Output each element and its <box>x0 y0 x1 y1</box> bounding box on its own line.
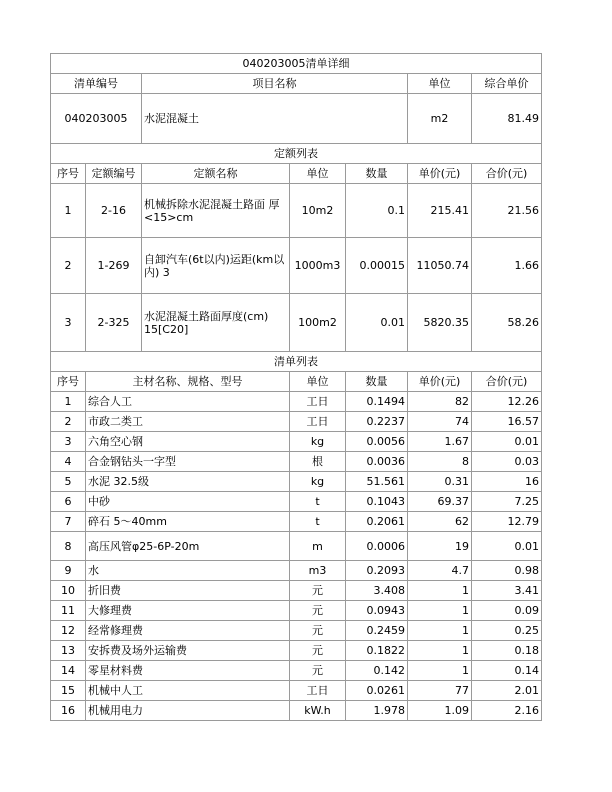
material-price: 1.09 <box>408 701 472 721</box>
material-unit: m3 <box>290 561 346 581</box>
material-no: 15 <box>51 681 86 701</box>
material-name: 六角空心钢 <box>86 432 290 452</box>
material-total: 0.98 <box>472 561 542 581</box>
material-no: 3 <box>51 432 86 452</box>
material-name: 水 <box>86 561 290 581</box>
material-name: 零星材料费 <box>86 661 290 681</box>
material-name: 机械中人工 <box>86 681 290 701</box>
material-row <box>51 472 542 492</box>
bill-detail-table <box>50 53 542 721</box>
material-total: 2.01 <box>472 681 542 701</box>
material-no: 2 <box>51 412 86 432</box>
material-no: 13 <box>51 641 86 661</box>
material-price: 77 <box>408 681 472 701</box>
material-unit: 元 <box>290 581 346 601</box>
material-qty: 0.0943 <box>346 601 408 621</box>
material-row <box>51 412 542 432</box>
material-price: 69.37 <box>408 492 472 512</box>
material-qty: 0.0006 <box>346 532 408 561</box>
materials-col-unit: 单位 <box>290 372 346 392</box>
col-header-price: 综合单价 <box>472 74 542 94</box>
material-total: 16.57 <box>472 412 542 432</box>
quota-no: 1 <box>51 184 86 238</box>
material-name: 高压风管φ25-6P-20m <box>86 532 290 561</box>
material-price: 1 <box>408 601 472 621</box>
material-total: 3.41 <box>472 581 542 601</box>
material-total: 16 <box>472 472 542 492</box>
material-unit: 元 <box>290 641 346 661</box>
material-total: 7.25 <box>472 492 542 512</box>
material-unit: kW.h <box>290 701 346 721</box>
quota-no: 2 <box>51 238 86 294</box>
material-name: 综合人工 <box>86 392 290 412</box>
material-row <box>51 512 542 532</box>
quota-row <box>51 294 542 352</box>
material-row <box>51 701 542 721</box>
material-qty: 0.0056 <box>346 432 408 452</box>
material-price: 1.67 <box>408 432 472 452</box>
material-no: 8 <box>51 532 86 561</box>
material-total: 0.03 <box>472 452 542 472</box>
material-price: 1 <box>408 661 472 681</box>
material-name: 折旧费 <box>86 581 290 601</box>
material-total: 12.79 <box>472 512 542 532</box>
materials-section-row <box>51 352 542 372</box>
material-no: 1 <box>51 392 86 412</box>
quota-header-row <box>51 164 542 184</box>
material-no: 11 <box>51 601 86 621</box>
material-price: 74 <box>408 412 472 432</box>
material-total: 0.01 <box>472 432 542 452</box>
material-name: 中砂 <box>86 492 290 512</box>
bill-price: 81.49 <box>472 94 542 144</box>
material-qty: 0.142 <box>346 661 408 681</box>
material-no: 9 <box>51 561 86 581</box>
material-qty: 0.2093 <box>346 561 408 581</box>
material-no: 5 <box>51 472 86 492</box>
material-qty: 0.2459 <box>346 621 408 641</box>
quota-col-no: 序号 <box>51 164 86 184</box>
material-no: 10 <box>51 581 86 601</box>
material-total: 0.09 <box>472 601 542 621</box>
quota-row <box>51 184 542 238</box>
material-qty: 0.0036 <box>346 452 408 472</box>
materials-section-title: 清单列表 <box>51 352 542 372</box>
quota-col-unit: 单位 <box>290 164 346 184</box>
material-row <box>51 641 542 661</box>
materials-col-name: 主材名称、规格、型号 <box>86 372 290 392</box>
quota-qty: 0.1 <box>346 184 408 238</box>
material-total: 12.26 <box>472 392 542 412</box>
material-name: 合金钢钻头一字型 <box>86 452 290 472</box>
material-row <box>51 452 542 472</box>
material-unit: 元 <box>290 661 346 681</box>
materials-header-row <box>51 372 542 392</box>
quota-section-row <box>51 144 542 164</box>
material-price: 4.7 <box>408 561 472 581</box>
bill-detail-sheet <box>50 53 541 721</box>
material-unit: kg <box>290 432 346 452</box>
quota-qty: 0.00015 <box>346 238 408 294</box>
material-total: 0.14 <box>472 661 542 681</box>
quota-code: 2-325 <box>86 294 142 352</box>
material-no: 4 <box>51 452 86 472</box>
quota-qty: 0.01 <box>346 294 408 352</box>
material-row <box>51 601 542 621</box>
material-row <box>51 492 542 512</box>
material-row <box>51 532 542 561</box>
bill-unit: m2 <box>408 94 472 144</box>
material-no: 16 <box>51 701 86 721</box>
material-no: 12 <box>51 621 86 641</box>
materials-col-qty: 数量 <box>346 372 408 392</box>
material-qty: 0.1822 <box>346 641 408 661</box>
material-unit: t <box>290 512 346 532</box>
material-price: 1 <box>408 621 472 641</box>
materials-col-total: 合价(元) <box>472 372 542 392</box>
materials-col-price: 单价(元) <box>408 372 472 392</box>
material-name: 机械用电力 <box>86 701 290 721</box>
quota-col-price: 单价(元) <box>408 164 472 184</box>
material-price: 8 <box>408 452 472 472</box>
quota-unit: 100m2 <box>290 294 346 352</box>
material-total: 2.16 <box>472 701 542 721</box>
material-unit: 工日 <box>290 681 346 701</box>
material-unit: 工日 <box>290 412 346 432</box>
material-price: 82 <box>408 392 472 412</box>
quota-total: 21.56 <box>472 184 542 238</box>
material-qty: 0.0261 <box>346 681 408 701</box>
material-row <box>51 581 542 601</box>
material-no: 6 <box>51 492 86 512</box>
quota-price: 11050.74 <box>408 238 472 294</box>
quota-unit: 10m2 <box>290 184 346 238</box>
material-name: 水泥 32.5级 <box>86 472 290 492</box>
material-unit: 工日 <box>290 392 346 412</box>
material-unit: t <box>290 492 346 512</box>
quota-no: 3 <box>51 294 86 352</box>
material-name: 碎石 5～40mm <box>86 512 290 532</box>
quota-unit: 1000m3 <box>290 238 346 294</box>
material-price: 1 <box>408 581 472 601</box>
material-row <box>51 621 542 641</box>
material-row <box>51 661 542 681</box>
bill-name: 水泥混凝土 <box>142 94 408 144</box>
material-row <box>51 561 542 581</box>
material-unit: m <box>290 532 346 561</box>
quota-price: 5820.35 <box>408 294 472 352</box>
material-name: 市政二类工 <box>86 412 290 432</box>
bill-header-row <box>51 74 542 94</box>
quota-total: 1.66 <box>472 238 542 294</box>
material-name: 安拆费及场外运输费 <box>86 641 290 661</box>
material-total: 0.18 <box>472 641 542 661</box>
quota-code: 1-269 <box>86 238 142 294</box>
material-row <box>51 432 542 452</box>
material-qty: 1.978 <box>346 701 408 721</box>
quota-col-code: 定额编号 <box>86 164 142 184</box>
bill-code: 040203005 <box>51 94 142 144</box>
material-unit: 元 <box>290 601 346 621</box>
material-name: 大修理费 <box>86 601 290 621</box>
quota-total: 58.26 <box>472 294 542 352</box>
quota-code: 2-16 <box>86 184 142 238</box>
title-row <box>51 54 542 74</box>
material-unit: kg <box>290 472 346 492</box>
quota-name: 自卸汽车(6t以内)运距(km以内) 3 <box>142 238 290 294</box>
material-qty: 0.2061 <box>346 512 408 532</box>
page-title: 040203005清单详细 <box>51 54 542 74</box>
material-price: 1 <box>408 641 472 661</box>
material-row <box>51 392 542 412</box>
col-header-name: 项目名称 <box>142 74 408 94</box>
material-total: 0.01 <box>472 532 542 561</box>
material-unit: 元 <box>290 621 346 641</box>
material-qty: 0.2237 <box>346 412 408 432</box>
materials-col-no: 序号 <box>51 372 86 392</box>
col-header-unit: 单位 <box>408 74 472 94</box>
material-no: 7 <box>51 512 86 532</box>
quota-col-qty: 数量 <box>346 164 408 184</box>
quota-section-title: 定额列表 <box>51 144 542 164</box>
col-header-code: 清单编号 <box>51 74 142 94</box>
material-price: 0.31 <box>408 472 472 492</box>
material-price: 62 <box>408 512 472 532</box>
material-row <box>51 681 542 701</box>
material-qty: 51.561 <box>346 472 408 492</box>
bill-row <box>51 94 542 144</box>
material-price: 19 <box>408 532 472 561</box>
material-unit: 根 <box>290 452 346 472</box>
material-no: 14 <box>51 661 86 681</box>
material-qty: 3.408 <box>346 581 408 601</box>
quota-row <box>51 238 542 294</box>
quota-name: 机械拆除水泥混凝土路面 厚<15>cm <box>142 184 290 238</box>
material-total: 0.25 <box>472 621 542 641</box>
material-name: 经常修理费 <box>86 621 290 641</box>
material-qty: 0.1043 <box>346 492 408 512</box>
material-qty: 0.1494 <box>346 392 408 412</box>
quota-price: 215.41 <box>408 184 472 238</box>
quota-col-name: 定额名称 <box>142 164 290 184</box>
quota-name: 水泥混凝土路面厚度(cm) 15[C20] <box>142 294 290 352</box>
quota-col-total: 合价(元) <box>472 164 542 184</box>
